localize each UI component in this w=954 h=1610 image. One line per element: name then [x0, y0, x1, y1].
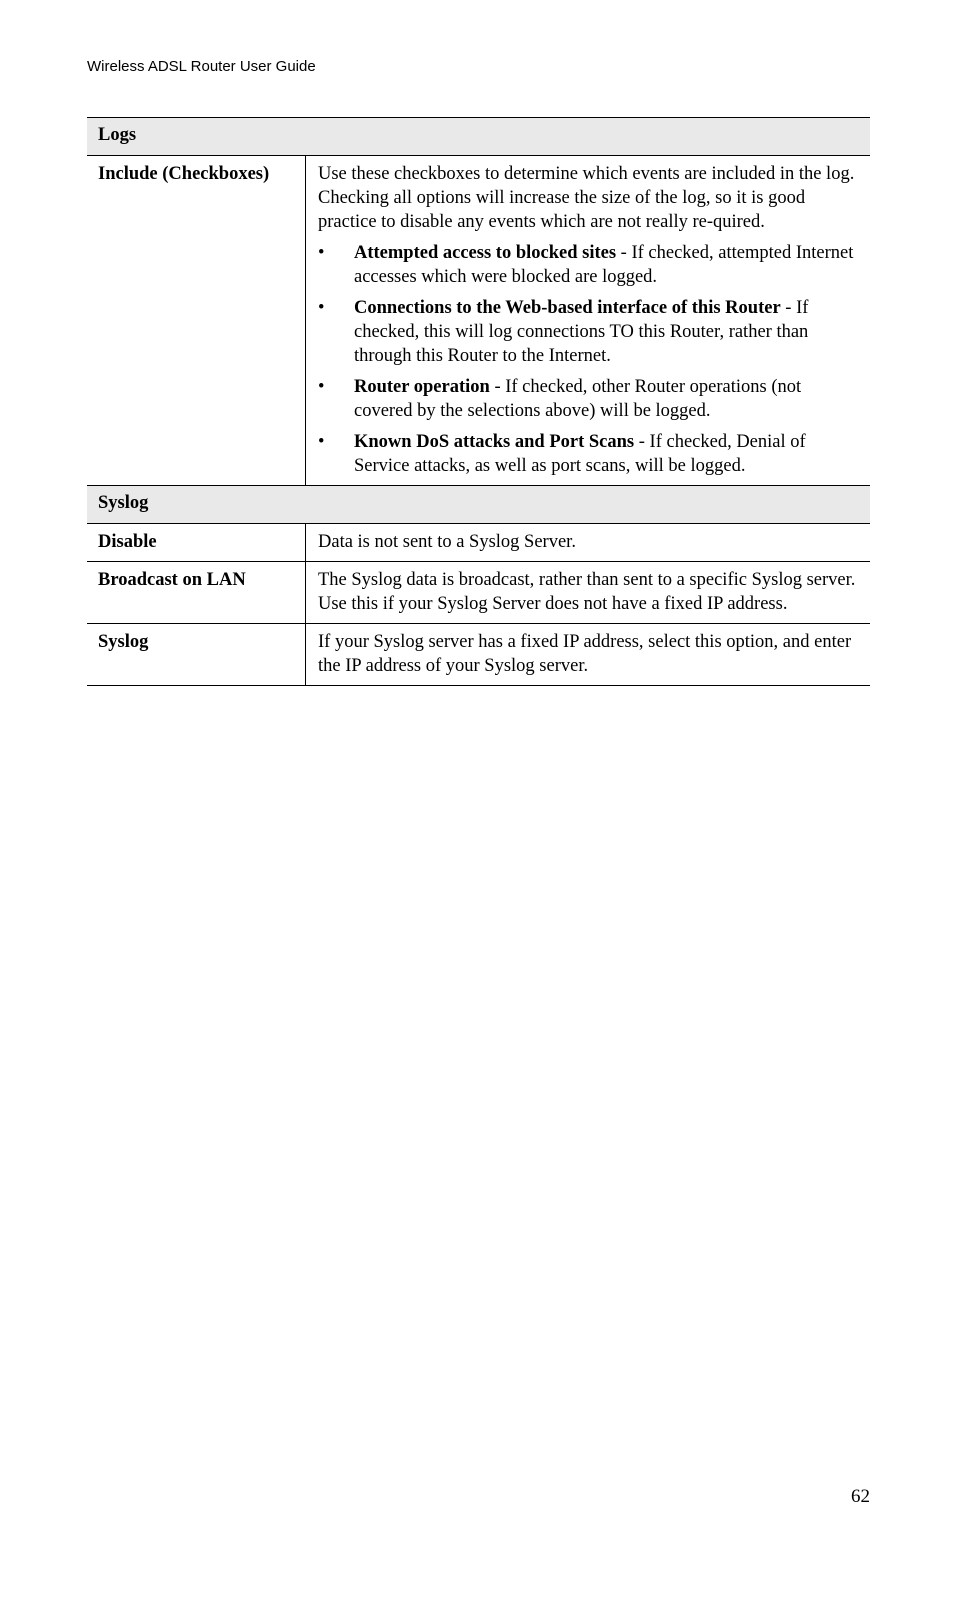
syslog-heading: Syslog — [87, 486, 870, 524]
bullet-icon: • — [318, 377, 325, 397]
disable-label: Disable — [87, 524, 306, 562]
bullet-item-blocked-sites — [318, 241, 860, 289]
table-row-broadcast — [87, 562, 870, 624]
include-intro: Use these checkboxes to determine which events are included in the log. Checking all options will increase the size of the log, so it is good practice to disable any events which are not really re-quired. — [318, 164, 855, 232]
bullet-title: Known DoS attacks and Port Scans — [354, 432, 635, 452]
bullet-title: Router operation — [354, 377, 490, 397]
bullet-icon: • — [318, 432, 325, 452]
include-bullet-list — [318, 241, 860, 478]
disable-description: Data is not sent to a Syslog Server. — [318, 532, 576, 552]
broadcast-description: The Syslog data is broadcast, rather than sent to a specific Syslog server. Use this if your Syslog Server does not have a fixed IP address. — [318, 570, 856, 614]
bullet-text: - If checked, other Router operations (not covered by the selections above) will be logged. — [354, 377, 802, 421]
settings-table — [87, 117, 870, 686]
bullet-icon: • — [318, 243, 325, 263]
bullet-text: - If checked, attempted Internet accesses which were blocked are logged. — [354, 243, 854, 287]
logs-heading: Logs — [87, 118, 870, 156]
logs-section-header — [87, 118, 870, 156]
running-header: Wireless ADSL Router User Guide — [87, 58, 316, 75]
bullet-title: Attempted access to blocked sites — [354, 243, 617, 263]
include-label: Include (Checkboxes) — [87, 156, 306, 486]
syslog-description: If your Syslog server has a fixed IP address, select this option, and enter the IP address of your Syslog server. — [318, 632, 852, 676]
syslog-section-header — [87, 486, 870, 524]
bullet-text: - If checked, this will log connections TO this Router, rather than through this Router to the Internet. — [354, 298, 809, 366]
bullet-item-dos-attacks — [318, 430, 860, 478]
table-row-disable — [87, 524, 870, 562]
bullet-title: Connections to the Web-based interface of this Router — [354, 298, 781, 318]
table-row-syslog — [87, 624, 870, 686]
bullet-icon: • — [318, 298, 325, 318]
include-description — [306, 156, 871, 486]
bullet-item-web-connections — [318, 296, 860, 368]
broadcast-label: Broadcast on LAN — [87, 562, 306, 624]
page-number: 62 — [851, 1486, 870, 1507]
bullet-item-router-operation — [318, 375, 860, 423]
syslog-label: Syslog — [87, 624, 306, 686]
table-row-include — [87, 156, 870, 486]
bullet-text: - If checked, Denial of Service attacks, as well as port scans, will be logged. — [354, 432, 806, 476]
